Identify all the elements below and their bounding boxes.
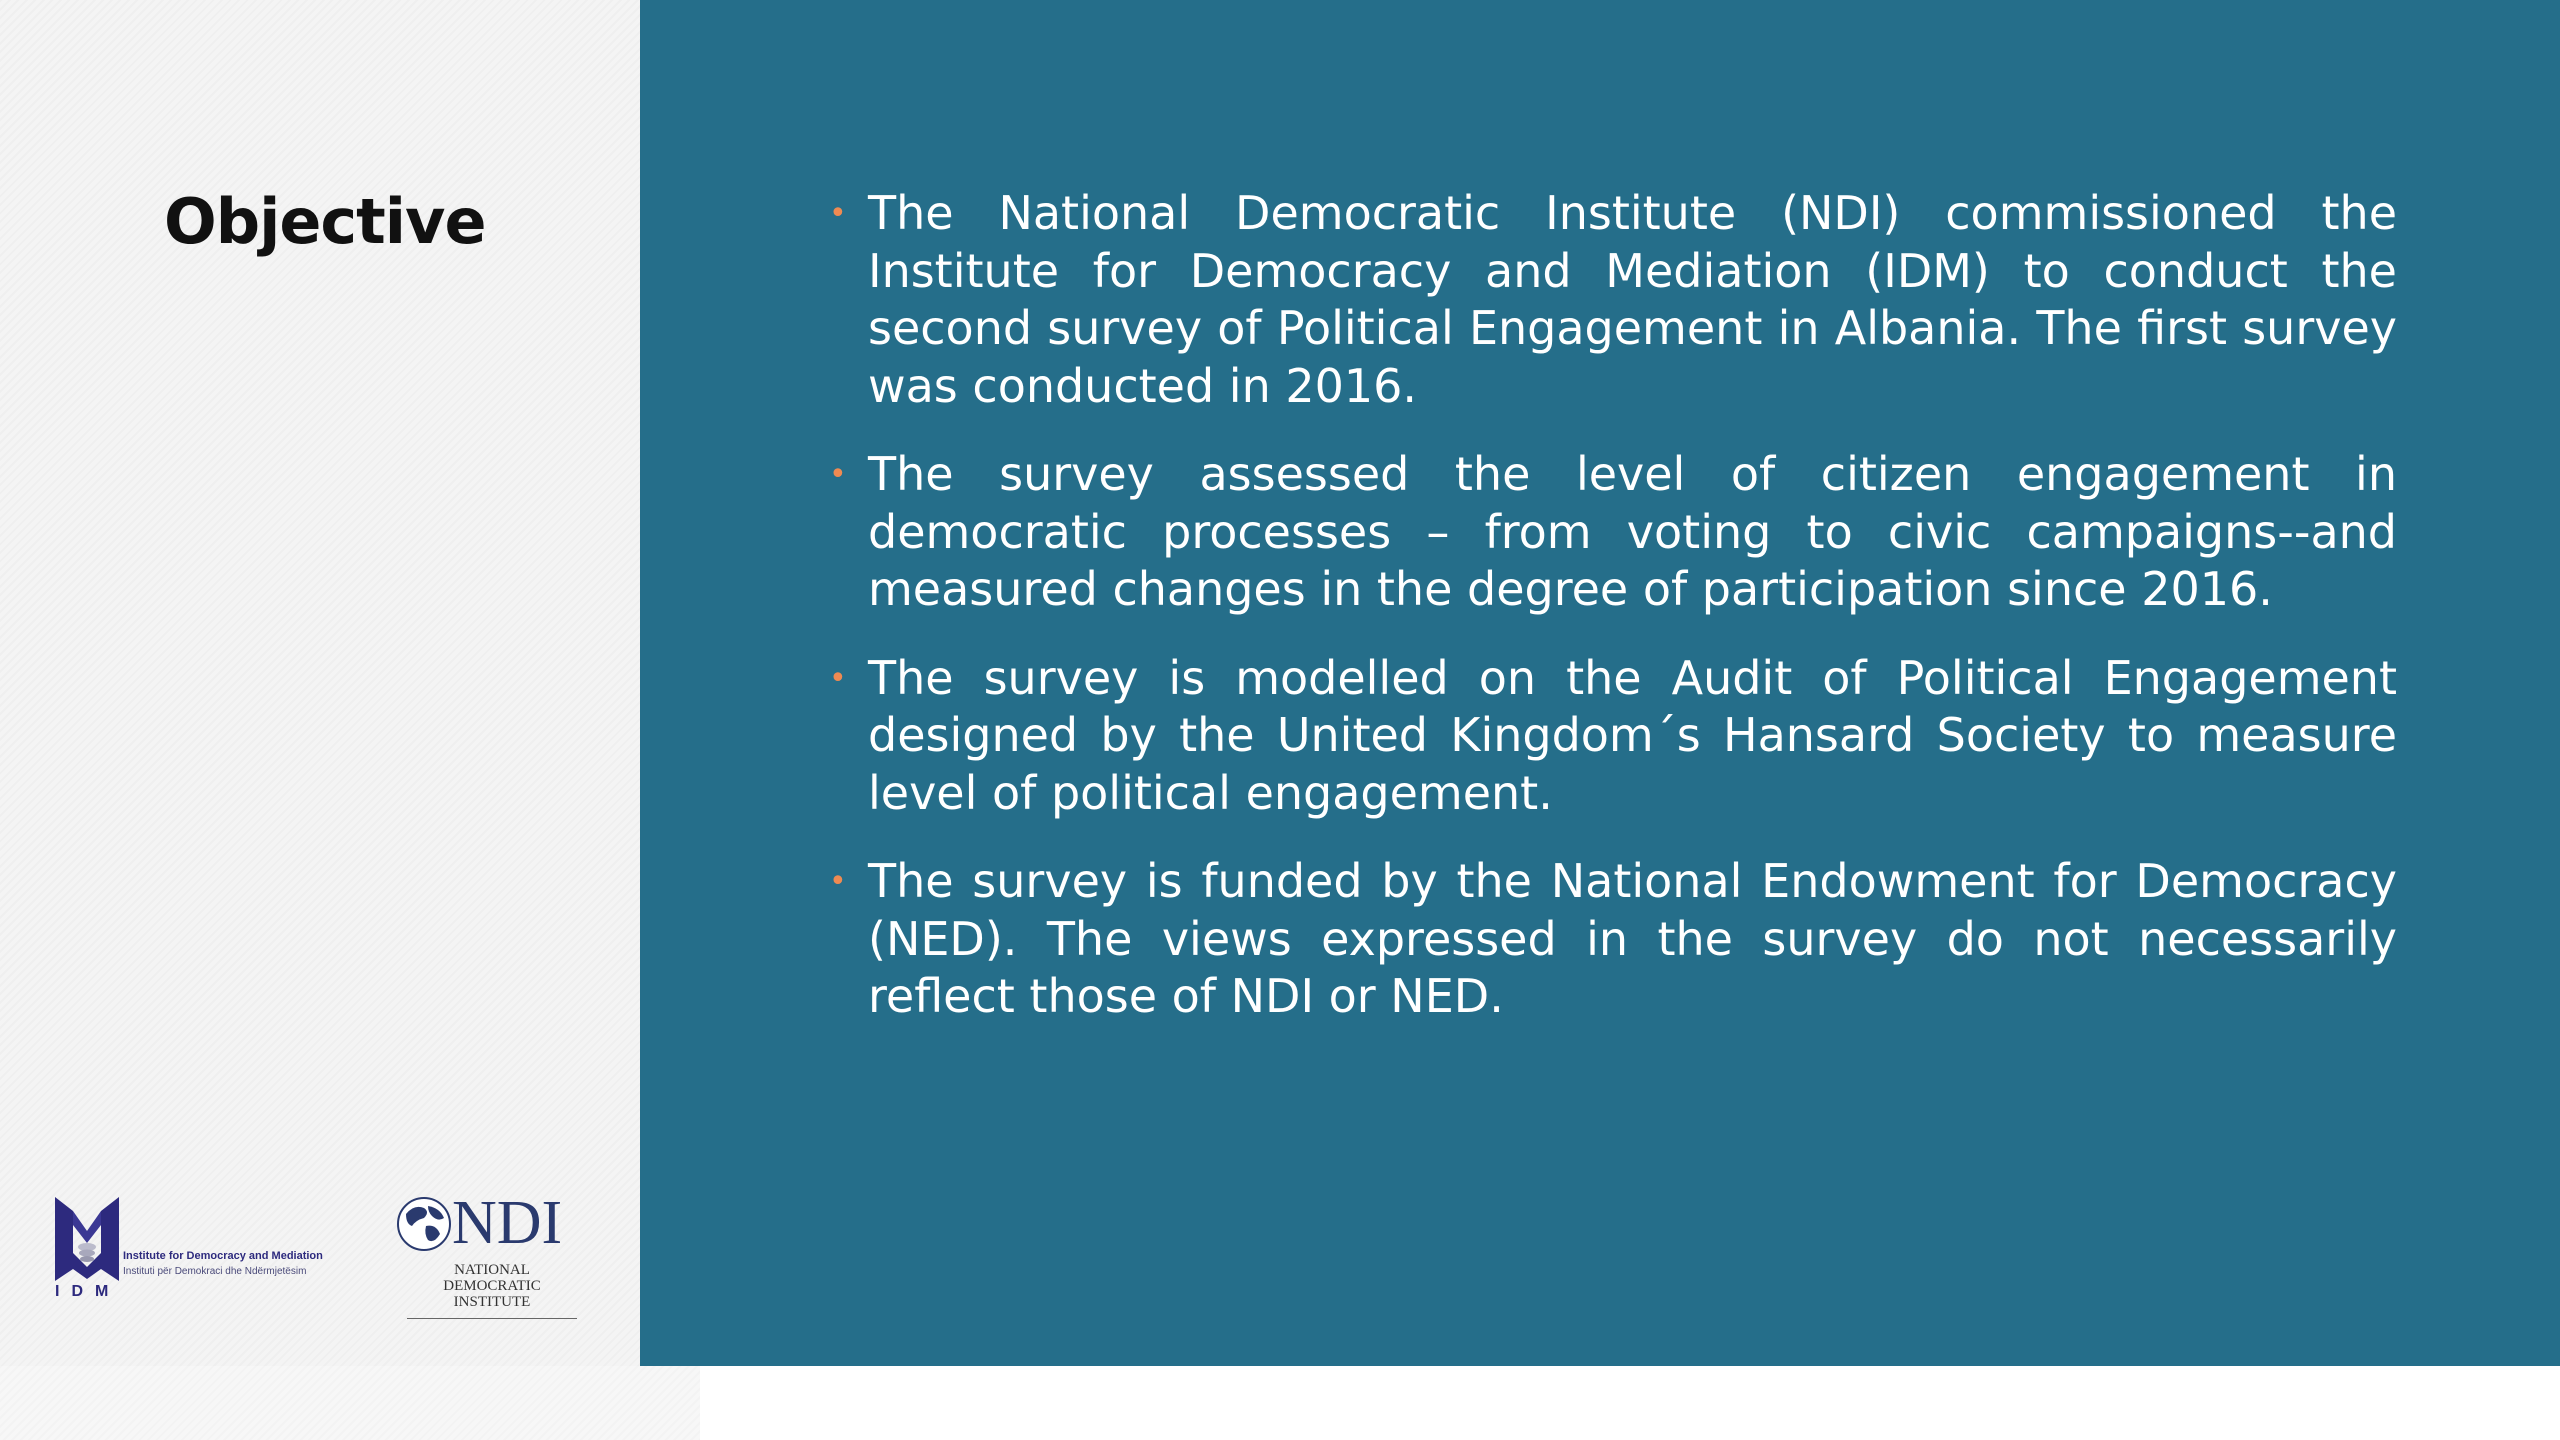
idm-emblem-icon (53, 1195, 121, 1285)
bullet-text: The survey assessed the level of citizen engagement in democratic processes – from voting to civic campaigns--and measured changes in the degree of participation since 2016. (868, 447, 2397, 616)
ndi-divider (407, 1318, 577, 1319)
bullet-marker: • (829, 457, 847, 492)
bullet-item (825, 185, 2397, 415)
bullet-marker: • (829, 864, 847, 899)
idm-caption-albanian: Instituti për Demokraci dhe Ndërmjetësim (123, 1266, 307, 1277)
ndi-subtitle-line: INSTITUTE (453, 1294, 531, 1310)
slide-title: Objective (164, 185, 486, 258)
ndi-logo (392, 1190, 592, 1320)
bullet-text: The survey is funded by the National Endowment for Democracy (NED). The views expressed in the survey do not necessarily reflect those of NDI or NED. (868, 854, 2397, 1023)
bullet-marker: • (829, 660, 847, 696)
idm-logo (53, 1195, 323, 1305)
bullet-marker: • (829, 196, 847, 231)
ndi-subtitle (392, 1262, 592, 1310)
bullet-item (825, 446, 2397, 619)
globe-icon (394, 1194, 454, 1254)
idm-letters: IDM (55, 1283, 121, 1300)
bullet-text: The survey is modelled on the Audit of Political Engagement designed by the United Kingdom´s Hansard Society to measure level of political engagement. (868, 650, 2397, 820)
ndi-subtitle-line: DEMOCRATIC (443, 1278, 541, 1294)
ndi-subtitle-line: NATIONAL (454, 1262, 530, 1278)
bottom-strip (0, 1366, 700, 1440)
bullet-list (825, 185, 2397, 1057)
bullet-item (825, 650, 2397, 823)
idm-caption-english: Institute for Democracy and Mediation (123, 1250, 323, 1262)
bullet-text: The National Democratic Institute (NDI) commissioned the Institute for Democracy and Mediation (IDM) to conduct the second survey of Political Engagement in Albania. The first survey was conducted in 2016. (868, 186, 2397, 413)
left-panel (0, 0, 640, 1366)
bullet-item (825, 853, 2397, 1026)
ndi-wordmark: NDI (452, 1189, 563, 1257)
